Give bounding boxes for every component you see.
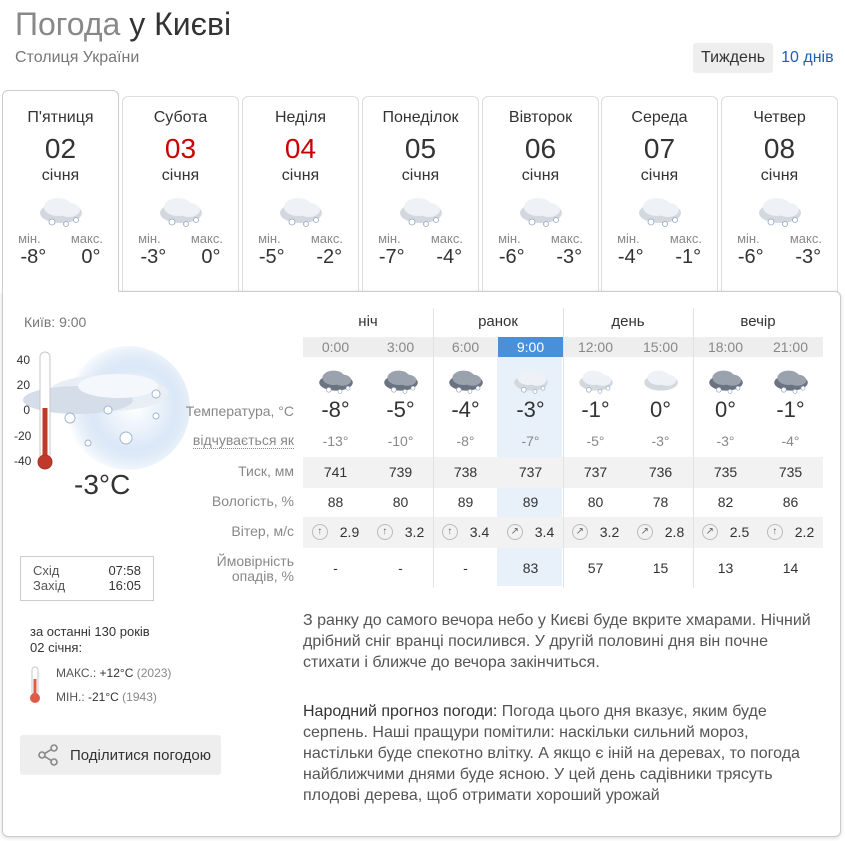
min-max-temps: [722, 246, 837, 269]
min-temp: -4°: [617, 246, 644, 268]
history-line-1: за останні 130 років: [30, 624, 150, 639]
hour-feels-like: -3°: [651, 433, 670, 449]
max-label: макс.: [70, 231, 103, 246]
sunset-label: Захід: [33, 578, 66, 593]
min-temp: -8°: [20, 246, 47, 268]
hour-pressure: 739: [388, 464, 413, 480]
cloud-snow-dark-icon: [758, 366, 823, 401]
record-max: [56, 666, 171, 680]
wind-direction-icon: ↗: [637, 524, 653, 540]
max-temp: 0°: [201, 246, 221, 268]
hour-wind: [303, 524, 368, 540]
page-subtitle: Столиця України: [15, 49, 140, 66]
history-heading: [30, 624, 150, 656]
cloud-snow-dark-icon: [433, 366, 498, 401]
wind-direction-icon: ↗: [507, 524, 523, 540]
cloud-snow-light-icon: [498, 366, 563, 401]
day-number: 03: [164, 133, 197, 164]
record-min: [56, 690, 157, 704]
hour-feels-like: -13°: [322, 433, 349, 449]
day-tab-4[interactable]: [482, 96, 599, 292]
max-temp: -3°: [556, 246, 583, 268]
wind-speed: 3.2: [404, 524, 425, 540]
hour-feels-like: -5°: [586, 433, 605, 449]
current-weather-icon: [8, 338, 198, 478]
hour-precipitation: 13: [717, 560, 734, 576]
hour-cell[interactable]: 12:00: [577, 339, 614, 355]
record-min-label: МІН.:: [56, 690, 85, 704]
hour-humidity: 80: [587, 494, 604, 510]
max-label: макс.: [310, 231, 343, 246]
wind-direction-icon: ↑: [767, 524, 783, 540]
tab-10-days[interactable]: 10 днів: [781, 49, 834, 66]
wind-direction-icon: ↑: [312, 524, 328, 540]
min-max-temps: [483, 246, 598, 269]
hour-humidity: 88: [327, 494, 344, 510]
hour-pressure: 741: [323, 464, 348, 480]
day-name: Неділя: [275, 109, 326, 126]
hour-humidity: 89: [457, 494, 474, 510]
day-name: Вівторок: [508, 109, 573, 126]
min-max-labels: [483, 231, 598, 246]
min-max-labels: [243, 231, 358, 246]
wind-direction-icon: ↑: [377, 524, 393, 540]
day-tabs: [2, 90, 842, 292]
cloud-snow-icon: [635, 193, 685, 229]
hour-wind: [563, 524, 628, 540]
scale-tick: -20: [14, 428, 32, 443]
cloud-snow-light-icon: [563, 366, 628, 401]
day-month: січня: [760, 167, 799, 184]
sunset-time: 16:05: [108, 578, 141, 593]
precip-label-line-1: Ймовірність: [216, 553, 294, 569]
day-name: Середа: [631, 109, 688, 126]
share-button[interactable]: [20, 735, 221, 775]
day-name: Субота: [153, 109, 208, 126]
hour-temperature: 0°: [649, 397, 672, 422]
share-icon: [36, 743, 60, 767]
hour-precipitation: 83: [522, 560, 539, 576]
segment-3: вечір: [740, 313, 776, 330]
day-tab-3[interactable]: [362, 96, 479, 292]
hour-temperature: -3°: [516, 397, 545, 422]
hour-precipitation: 14: [782, 560, 799, 576]
hour-pressure: 737: [518, 464, 543, 480]
wind-direction-icon: ↑: [442, 524, 458, 540]
record-min-year: (1943): [122, 690, 157, 704]
row-label-humidity: Вологість, %: [211, 493, 294, 509]
hour-pressure: 738: [453, 464, 478, 480]
cloud-snow-dark-icon: [303, 366, 368, 401]
hour-precipitation: 15: [652, 560, 669, 576]
hour-feels-like: -8°: [456, 433, 475, 449]
weather-description: З ранку до самого вечора небо у Києві буде вкрите хмарами. Нічний дрібний сніг вранці посилився. У другій половині дня він почне стихати і ближче до вечора закінчиться.: [303, 612, 811, 671]
day-tab-6[interactable]: [721, 96, 838, 292]
max-temp: -1°: [675, 246, 702, 268]
min-max-labels: [602, 231, 717, 246]
hour-humidity: 89: [522, 494, 539, 510]
max-temp: -4°: [436, 246, 463, 268]
wind-speed: 3.4: [534, 524, 555, 540]
day-number: 06: [524, 133, 557, 164]
hour-cell[interactable]: 3:00: [386, 339, 415, 355]
hour-precipitation: 57: [587, 560, 604, 576]
scale-tick: 20: [16, 378, 30, 393]
hour-wind: [628, 524, 693, 540]
row-label-feels-like[interactable]: відчувається як: [192, 432, 294, 448]
record-max-value: +12°C: [99, 666, 134, 680]
cloud-snow-icon: [396, 193, 446, 229]
title-prefix: Погода: [15, 6, 121, 42]
max-temp: 0°: [81, 246, 101, 268]
day-name: Понеділок: [382, 109, 459, 126]
hour-cell[interactable]: 6:00: [451, 339, 480, 355]
hour-cell[interactable]: 9:00: [498, 337, 563, 357]
hour-cell[interactable]: 0:00: [321, 339, 350, 355]
wind-speed: 3.4: [469, 524, 490, 540]
hour-temperature: 0°: [714, 397, 737, 422]
min-max-temps: [123, 246, 238, 269]
day-tab-2[interactable]: [242, 96, 359, 292]
row-label-wind: Вітер, м/с: [231, 523, 294, 539]
min-temp: -6°: [498, 246, 525, 268]
hour-cell[interactable]: 15:00: [642, 339, 679, 355]
hour-feels-like: -10°: [387, 433, 414, 449]
record-max-label: МАКС.:: [56, 666, 97, 680]
hour-temperature: -8°: [321, 397, 350, 422]
min-temp: -5°: [258, 246, 285, 268]
hour-temperature: -5°: [386, 397, 415, 422]
thermometer-icon: [26, 665, 44, 705]
day-tab-1[interactable]: [122, 96, 239, 292]
day-month: січня: [401, 167, 440, 184]
min-temp: -7°: [378, 246, 405, 268]
wind-speed: 2.8: [664, 524, 685, 540]
min-max-temps: [602, 246, 717, 269]
hour-feels-like: -3°: [716, 433, 735, 449]
day-tab-5[interactable]: [601, 96, 718, 292]
hour-precipitation: -: [333, 560, 338, 576]
folk-forecast: [303, 701, 823, 806]
min-label: мін.: [18, 231, 41, 246]
cloud-light-icon: [628, 366, 693, 401]
row-label-precipitation: [217, 554, 294, 584]
hour-wind: [758, 524, 823, 540]
hour-pressure: 735: [713, 464, 738, 480]
wind-speed: 2.5: [729, 524, 750, 540]
day-month: січня: [161, 167, 200, 184]
max-label: макс.: [550, 231, 583, 246]
sunrise-time: 07:58: [108, 563, 141, 578]
cloud-snow-icon: [516, 193, 566, 229]
hour-humidity: 86: [782, 494, 799, 510]
hour-precipitation: -: [398, 560, 403, 576]
min-label: мін.: [378, 231, 401, 246]
hour-wind: [498, 524, 563, 540]
hour-feels-like: -4°: [781, 433, 800, 449]
day-number: 02: [44, 133, 77, 164]
min-temp: -6°: [737, 246, 764, 268]
history-line-2: 02 січня:: [30, 640, 83, 655]
page-title: [15, 6, 231, 43]
wind-speed: 2.2: [794, 524, 815, 540]
sun-times: [20, 556, 154, 601]
min-label: мін.: [617, 231, 640, 246]
day-month: січня: [640, 167, 679, 184]
min-temp: -3°: [140, 246, 167, 268]
min-max-labels: [363, 231, 478, 246]
row-label-temperature: Температура, °C: [185, 403, 294, 419]
min-label: мін.: [737, 231, 760, 246]
hour-temperature: -1°: [776, 397, 805, 422]
hour-precipitation: -: [463, 560, 468, 576]
cloud-snow-icon: [36, 193, 86, 229]
day-name: Четвер: [753, 109, 806, 126]
hour-cell[interactable]: 21:00: [772, 339, 809, 355]
wind-direction-icon: ↗: [572, 524, 588, 540]
min-max-temps: [3, 246, 118, 269]
current-temperature: -3°C: [74, 469, 131, 500]
period-tabs: [693, 43, 842, 73]
min-label: мін.: [498, 231, 521, 246]
max-temp: -3°: [795, 246, 822, 268]
segment-1: ранок: [478, 313, 518, 330]
hour-temperature: -1°: [581, 397, 610, 422]
record-min-value: -21°C: [88, 690, 119, 704]
folk-forecast-text: Погода цього дня вказує, яким буде серпень. Наші пращури помітили: наскільки сильний мороз, настільки буде спекотно влітку. А якщо є іній на деревах, то погода найближчими днями буде ясною. У цей день садівники трясуть плодові дерева, щоб отримати хороший урожай: [303, 703, 800, 804]
hour-temperature: -4°: [451, 397, 480, 422]
day-month: січня: [281, 167, 320, 184]
sunrise-label: Схід: [33, 563, 60, 578]
min-max-temps: [243, 246, 358, 269]
min-max-labels: [3, 231, 118, 246]
max-label: макс.: [190, 231, 223, 246]
day-number: 07: [643, 133, 676, 164]
current-time-label: Київ: 9:00: [24, 314, 87, 330]
folk-forecast-label: Народний прогноз погоди:: [303, 703, 498, 720]
precip-label-line-2: опадів, %: [231, 568, 294, 584]
hour-wind: [433, 524, 498, 540]
day-number: 04: [284, 133, 317, 164]
cloud-snow-dark-icon: [693, 366, 758, 401]
scale-tick: 40: [16, 353, 30, 367]
hour-humidity: 78: [652, 494, 669, 510]
day-number: 08: [763, 133, 796, 164]
day-tab-0[interactable]: [2, 90, 119, 292]
cloud-snow-icon: [156, 193, 206, 229]
hour-pressure: 737: [583, 464, 608, 480]
segment-0: ніч: [358, 313, 378, 330]
wind-speed: 2.9: [339, 524, 360, 540]
title-city: у Києві: [129, 6, 232, 42]
day-month: січня: [41, 167, 80, 184]
cloud-snow-dark-icon: [368, 366, 433, 401]
max-label: макс.: [430, 231, 463, 246]
hour-cell[interactable]: 18:00: [707, 339, 744, 355]
max-temp: -2°: [316, 246, 343, 268]
hour-pressure: 735: [778, 464, 803, 480]
hour-feels-like: -7°: [521, 433, 540, 449]
hour-humidity: 80: [392, 494, 409, 510]
min-label: мін.: [258, 231, 281, 246]
hour-humidity: 82: [717, 494, 734, 510]
min-max-labels: [123, 231, 238, 246]
day-month: січня: [521, 167, 560, 184]
day-name: П'ятниця: [27, 109, 94, 126]
day-number: 05: [404, 133, 437, 164]
thermometer-scale: [14, 348, 30, 474]
record-max-year: (2023): [136, 666, 172, 680]
hour-wind: [368, 524, 433, 540]
min-max-labels: [722, 231, 837, 246]
scale-tick: 0: [23, 403, 30, 418]
share-label: Поділитися погодою: [70, 746, 212, 764]
row-label-pressure: Тиск, мм: [238, 463, 294, 479]
max-label: макс.: [669, 231, 702, 246]
scale-tick: -40: [14, 453, 32, 468]
cloud-snow-icon: [276, 193, 326, 229]
wind-direction-icon: ↗: [702, 524, 718, 540]
cloud-snow-icon: [755, 193, 805, 229]
tab-week[interactable]: Тиждень: [693, 43, 773, 73]
min-max-temps: [363, 246, 478, 269]
min-label: мін.: [138, 231, 161, 246]
max-label: макс.: [789, 231, 822, 246]
wind-speed: 3.2: [599, 524, 620, 540]
segment-2: день: [611, 313, 645, 330]
hour-wind: [693, 524, 758, 540]
hour-pressure: 736: [648, 464, 673, 480]
